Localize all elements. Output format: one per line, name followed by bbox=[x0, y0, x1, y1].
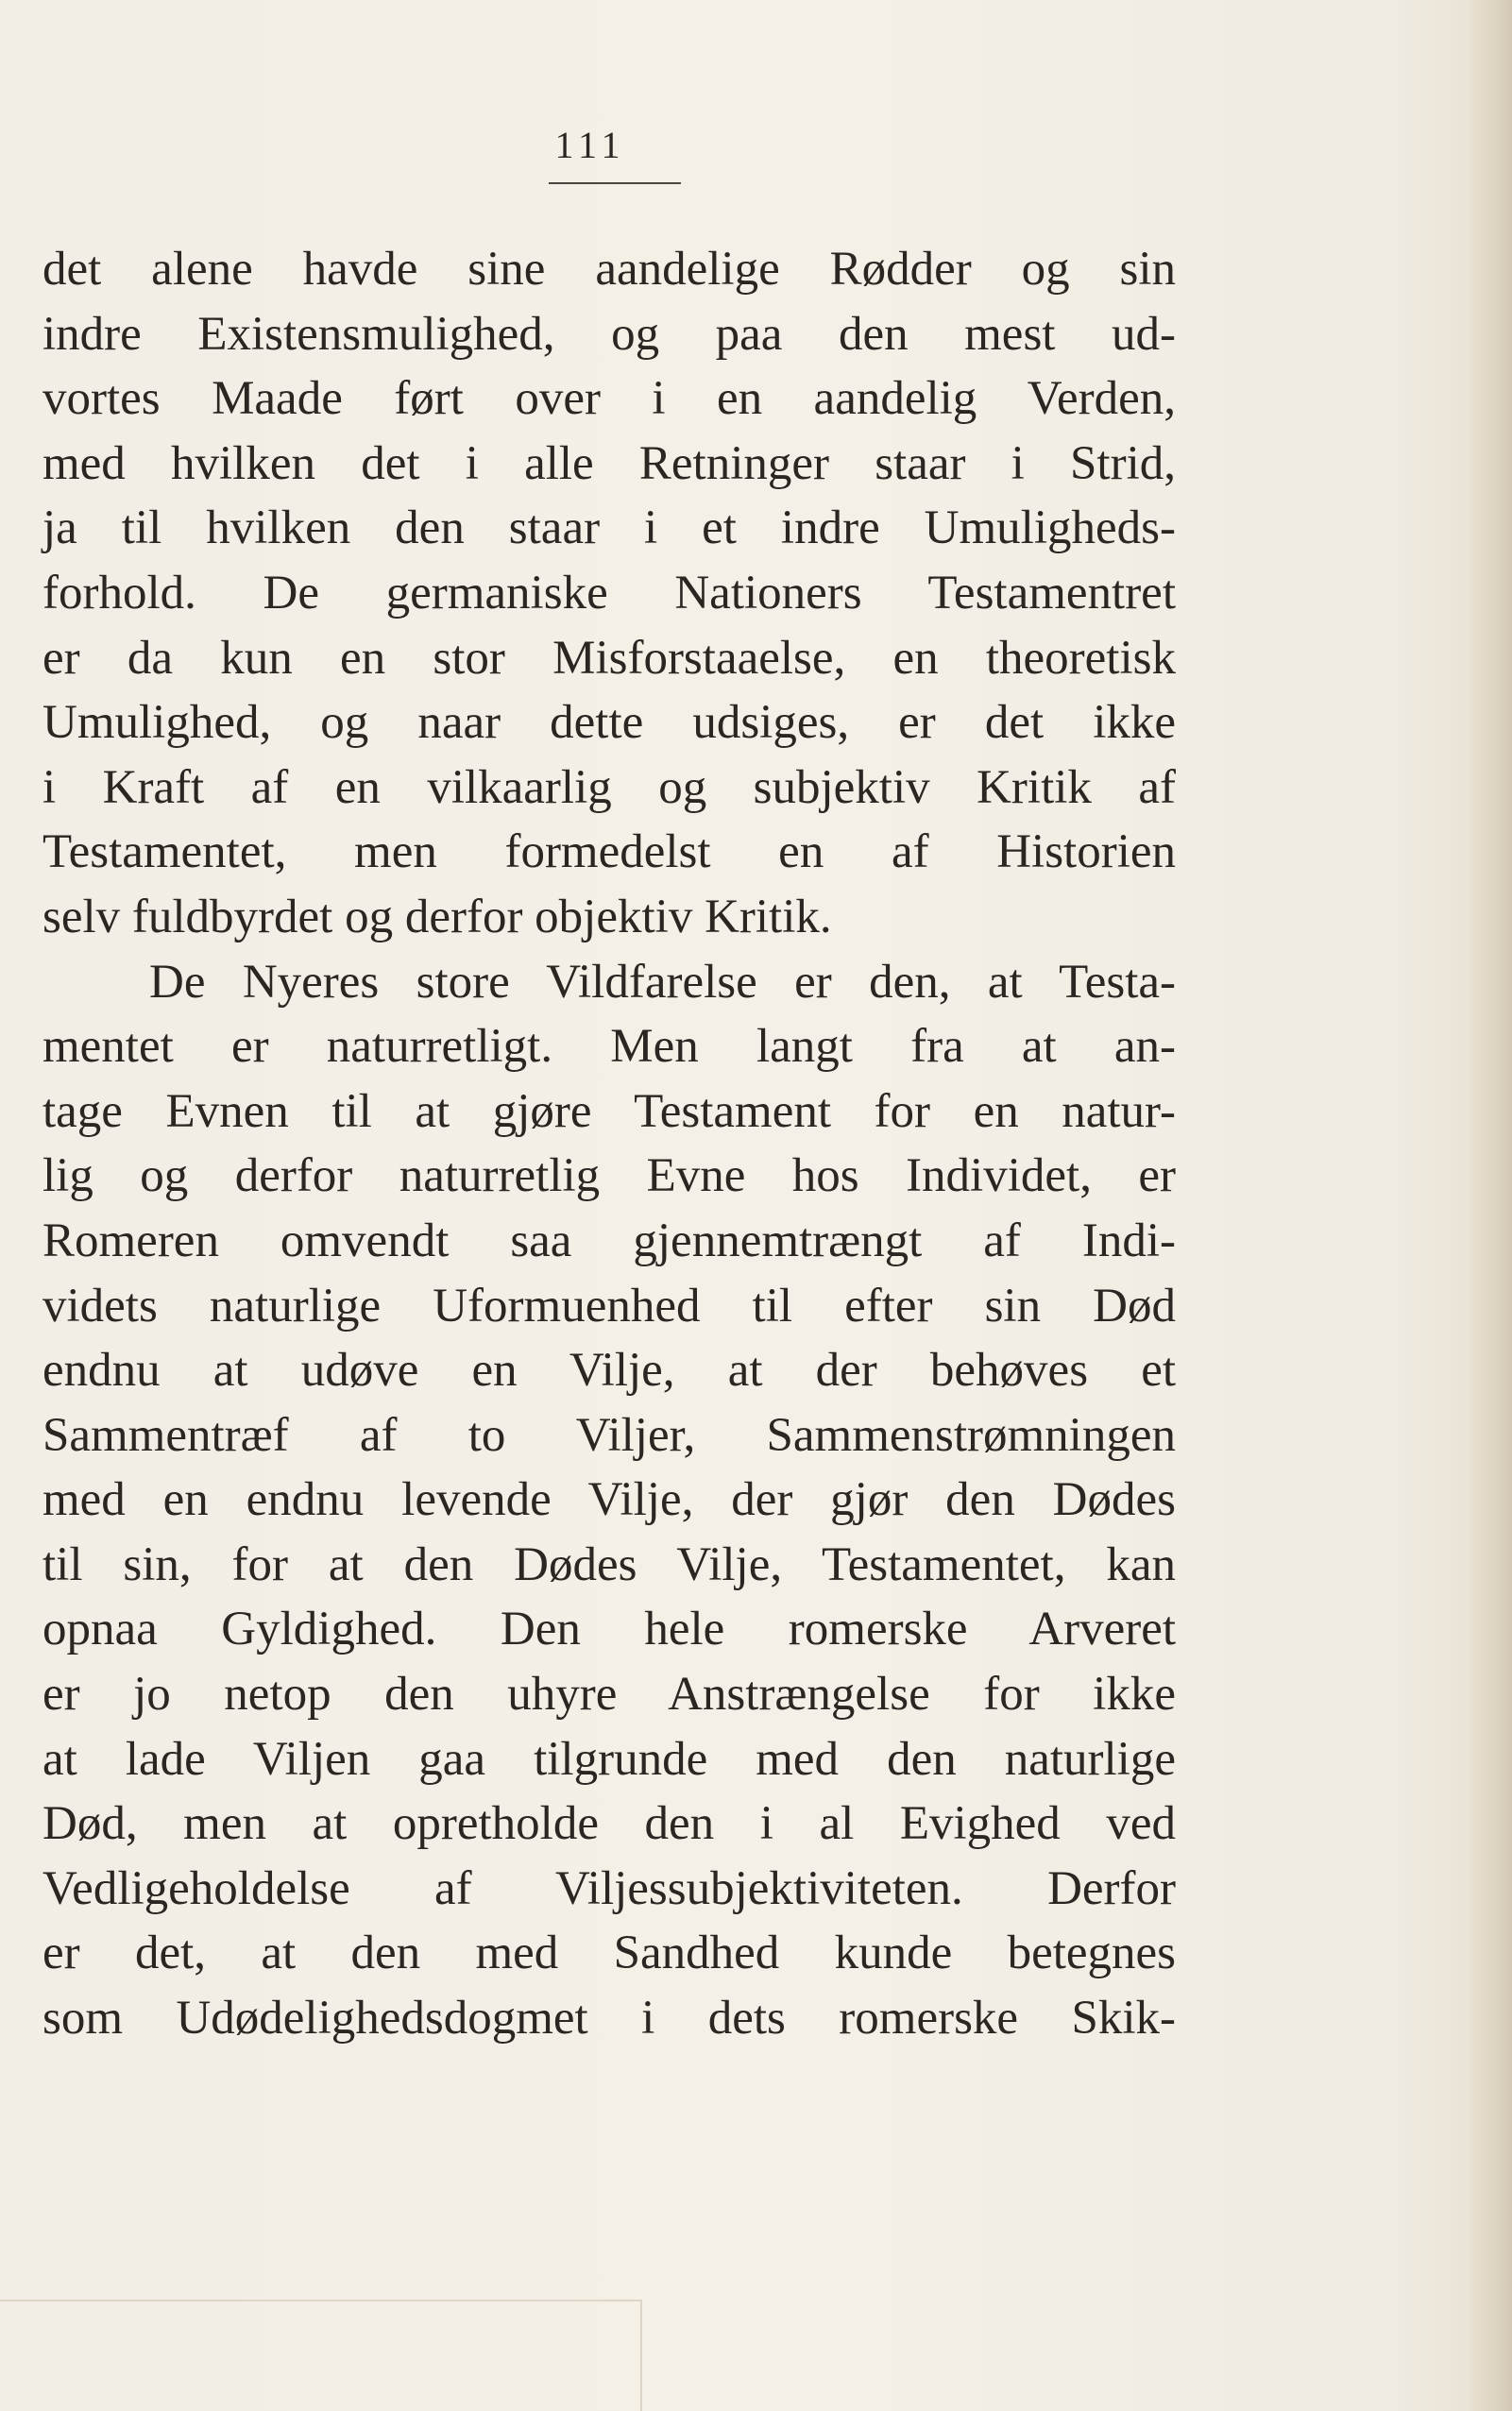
text-line: at lade Viljen gaa tilgrunde med den naturlige bbox=[42, 1732, 1176, 1786]
page-edge bbox=[1469, 0, 1512, 2411]
text-line: Umulighed, og naar dette udsiges, er det ikke bbox=[42, 696, 1176, 750]
text-line: som Udødelighedsdogmet i dets romerske Skik- bbox=[42, 1992, 1176, 2046]
text-line: Død, men at opretholde den i al Evighed ved bbox=[42, 1797, 1176, 1851]
scan-artifact-line bbox=[640, 2300, 642, 2411]
text-line: det alene havde sine aandelige Rødder og sin bbox=[42, 243, 1176, 296]
text-line: ja til hvilken den staar i et indre Umuligheds- bbox=[42, 501, 1176, 555]
text-line: er det, at den med Sandhed kunde betegnes bbox=[42, 1927, 1176, 1980]
text-line: videts naturlige Uformuenhed til efter sin Død bbox=[42, 1279, 1176, 1333]
page-number: 111 bbox=[554, 124, 626, 166]
text-line: Romeren omvendt saa gjennemtrængt af Indi- bbox=[42, 1214, 1176, 1267]
header-rule bbox=[549, 182, 681, 184]
text-line: tage Evnen til at gjøre Testament for en natur- bbox=[42, 1084, 1176, 1138]
text-line: er da kun en stor Misforstaaelse, en theoretisk bbox=[42, 631, 1176, 685]
text-line: Sammentræf af to Viljer, Sammenstrømningen bbox=[42, 1408, 1176, 1462]
text-line: Vedligeholdelse af Viljessubjektiviteten. Derfor bbox=[42, 1861, 1176, 1915]
text-line: med hvilken det i alle Retninger staar i Strid, bbox=[42, 436, 1176, 490]
text-line: lig og derfor naturretlig Evne hos Individet, er bbox=[42, 1149, 1176, 1203]
text-line: med en endnu levende Vilje, der gjør den Dødes bbox=[42, 1473, 1176, 1527]
text-line: til sin, for at den Dødes Vilje, Testamentet, kan bbox=[42, 1537, 1176, 1591]
scan-artifact-line bbox=[0, 2300, 642, 2301]
text-line: er jo netop den uhyre Anstrængelse for ikke bbox=[42, 1668, 1176, 1722]
text-line: mentet er naturretligt. Men langt fra at an- bbox=[42, 1020, 1176, 1074]
text-line: vortes Maade ført over i en aandelig Verden, bbox=[42, 372, 1176, 426]
text-line: Testamentet, men formedelst en af Historien bbox=[42, 825, 1176, 879]
text-line: forhold. De germaniske Nationers Testamentret bbox=[42, 566, 1176, 620]
text-line: De Nyeres store Vildfarelse er den, at Testa- bbox=[149, 955, 1176, 1009]
text-line: indre Existensmulighed, og paa den mest ud- bbox=[42, 307, 1176, 361]
text-line: i Kraft af en vilkaarlig og subjektiv Kritik af bbox=[42, 760, 1176, 814]
text-line: selv fuldbyrdet og derfor objektiv Kritik. bbox=[42, 890, 832, 943]
text-line: opnaa Gyldighed. Den hele romerske Arveret bbox=[42, 1603, 1176, 1656]
text-line: endnu at udøve en Vilje, at der behøves et bbox=[42, 1344, 1176, 1398]
body-text bbox=[42, 237, 1176, 2173]
